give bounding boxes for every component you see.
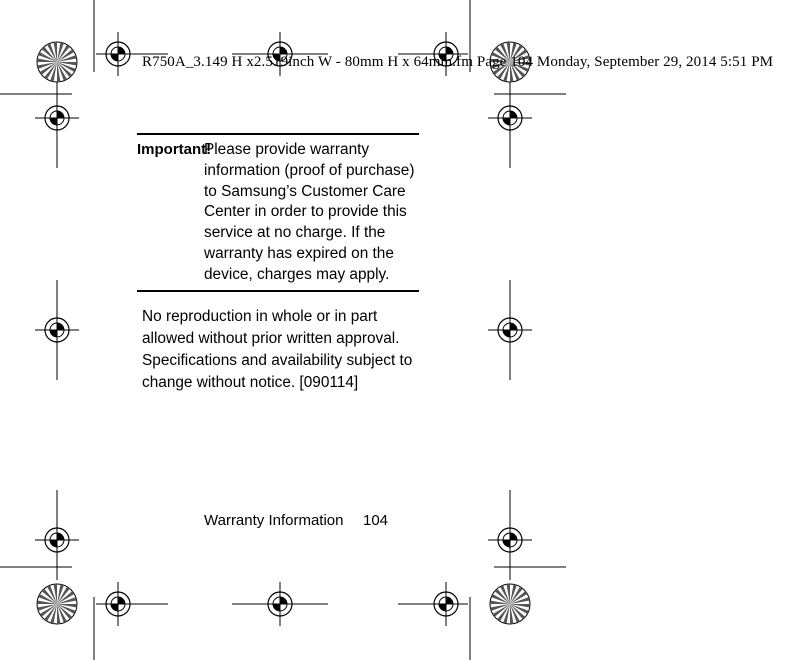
note-top-rule [137, 133, 419, 135]
footer-section-title: Warranty Information [204, 512, 344, 529]
page-footer [204, 512, 389, 529]
legal-disclaimer: No reproduction in whole or in part allowed without prior written approval. Specifications and availability subject to change without notice. [090114] [142, 308, 413, 391]
print-slug-header: R750A_3.149 H x2.519inch W - 80mm H x 64mm.fm Page 104 Monday, September 29, 2014 5:51 PM [142, 54, 774, 70]
important-note-text: Please provide warranty information (proof of purchase) to Samsung’s Customer Care Center in order to provide this service at no charge. If the warranty has expired on the device, charges may apply. [204, 141, 415, 283]
footer-page-number: 104 [363, 512, 389, 529]
note-bottom-rule [137, 290, 419, 292]
important-label: Important! [137, 141, 212, 158]
